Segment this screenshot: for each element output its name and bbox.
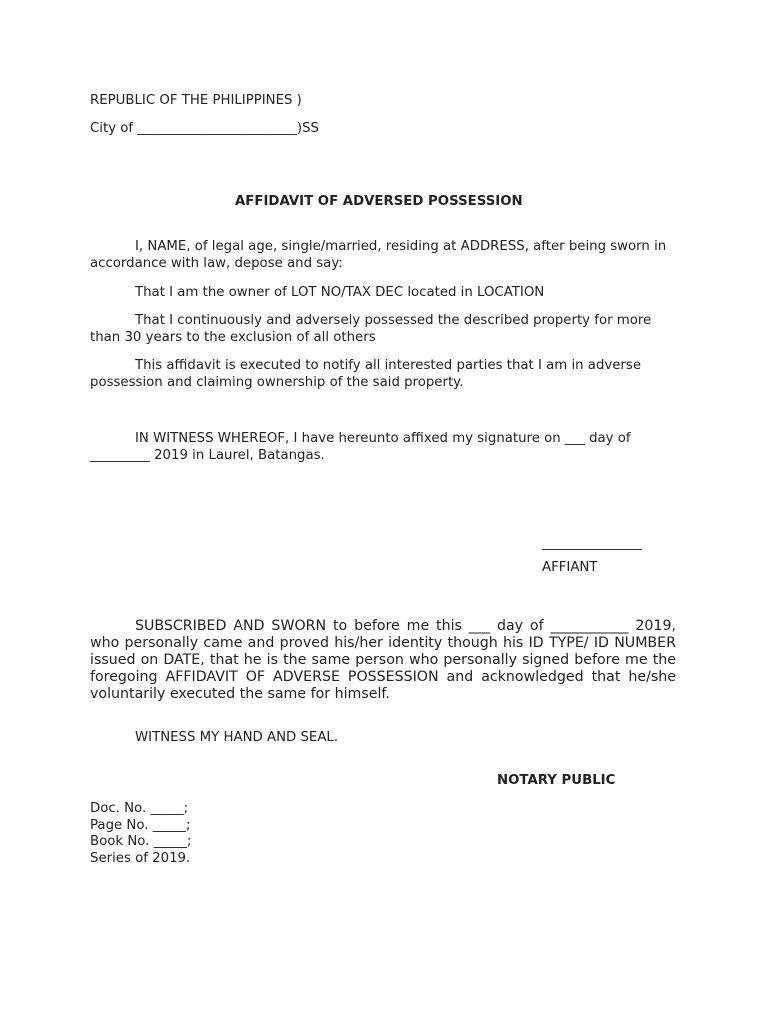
book-number-line: Book No. _____; — [90, 834, 192, 849]
notify-paragraph: This affidavit is executed to notify all interested parties that I am in adverse possession and claiming ownership of the said property. — [90, 358, 642, 390]
republic-line: REPUBLIC OF THE PHILIPPINES ) — [90, 93, 302, 108]
doc-number-line: Doc. No. _____; — [90, 801, 189, 816]
affiant-label: AFFIANT — [542, 560, 598, 575]
document-title: AFFIDAVIT OF ADVERSED POSSESSION — [235, 194, 523, 209]
affiant-signature-line: _______________ — [542, 536, 642, 551]
owner-paragraph: That I am the owner of LOT NO/TAX DEC located in LOCATION — [135, 285, 545, 300]
possession-paragraph: That I continuously and adversely possessed the described property for more than 30 years to the exclusion of all others — [90, 313, 652, 345]
series-line: Series of 2019. — [90, 851, 191, 866]
page-number-line: Page No. _____; — [90, 818, 191, 833]
city-line: City of ________________________)SS — [90, 121, 319, 136]
jurat-text: SUBSCRIBED AND SWORN to before me this ___ day of ___________ 2019, who personally came and proved his/her identity though his ID TYPE/ ID NUMBER issued on DATE, that he is the same person who personally signed before me the foregoing AFFIDAVIT OF ADVERSE POSSESSION and acknowledged that he/she voluntarily executed the same for himself. — [90, 618, 676, 702]
notary-public-label: NOTARY PUBLIC — [497, 773, 616, 788]
witness-whereof-paragraph: IN WITNESS WHEREOF, I have hereunto affixed my signature on ___ day of _________ 2019 in Laurel, Batangas. — [90, 431, 631, 463]
witness-seal-line: WITNESS MY HAND AND SEAL. — [135, 730, 339, 745]
jurat-paragraph — [90, 618, 676, 703]
intro-paragraph: I, NAME, of legal age, single/married, residing at ADDRESS, after being sworn in accordance with law, depose and say: — [90, 239, 667, 271]
